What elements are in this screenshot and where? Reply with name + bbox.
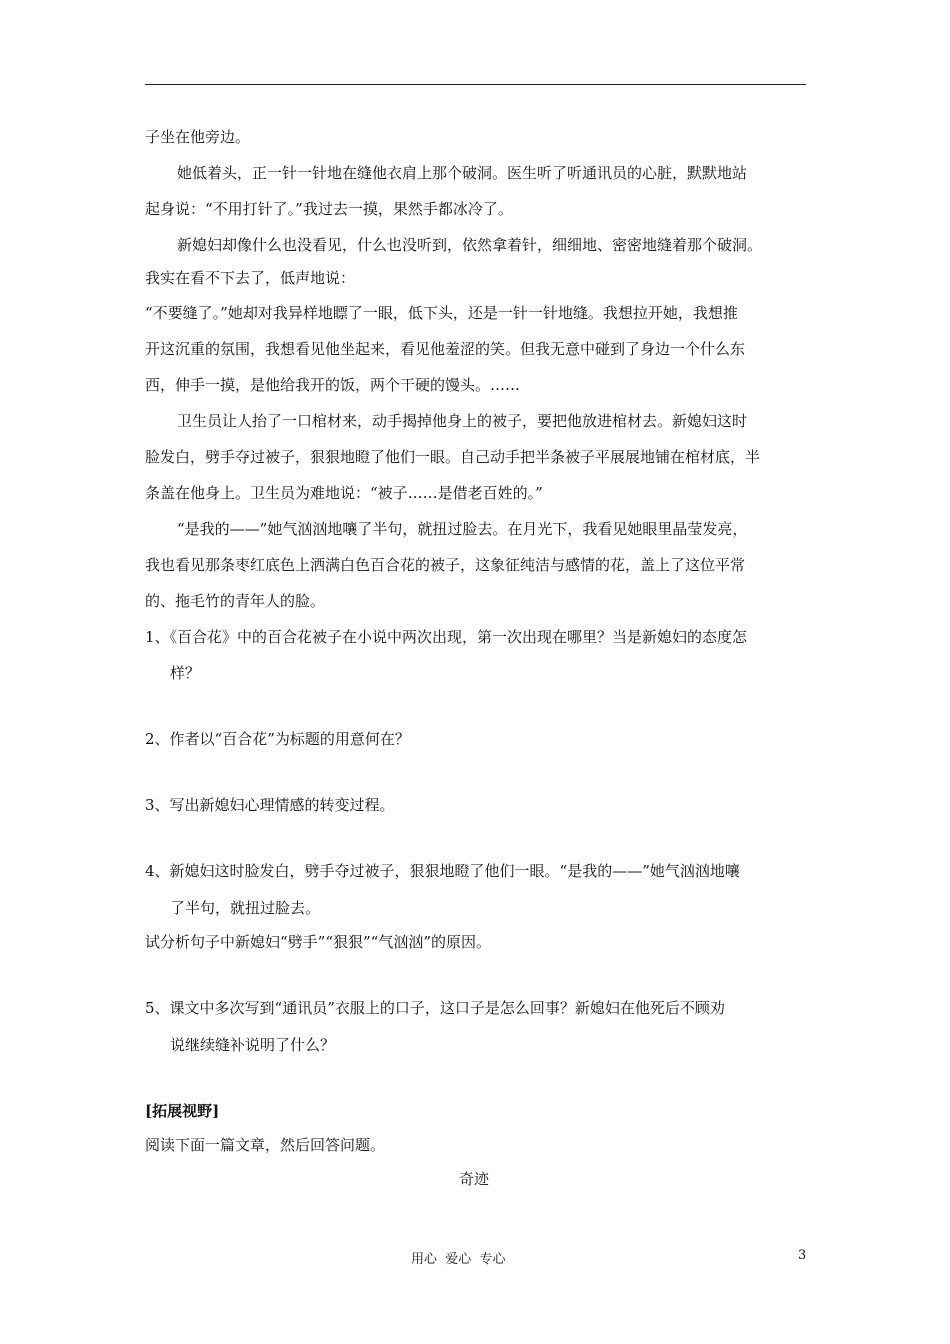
header-rule [145,84,806,85]
passage-line: 子坐在他旁边。 [145,128,251,146]
question-4: 4、新媳妇这时脸发白，劈手夺过被子，狠狠地瞪了他们一眼。“是我的——”她气汹汹地嚷 [145,862,740,880]
passage-line: 新媳妇却像什么也没看见，什么也没听到，依然拿着针，细细地、密密地缝着那个破洞。 [177,236,763,254]
question-5: 5、课文中多次写到“通讯员”衣服上的口子，这口子是怎么回事？新媳妇在他死后不顾劝 [145,999,725,1017]
footer-motto: 用心 爱心 专心 [411,1252,506,1267]
passage-line: 西，伸手一摸，是他给我开的饭，两个干硬的馒头。…… [145,376,521,394]
passage-line: “不要缝了。”她却对我异样地瞟了一眼，低下头，还是一针一针地缝。我想拉开她，我想推 [145,304,738,322]
question-5-continued: 说继续缝补说明了什么？ [170,1036,336,1054]
question-1-continued: 样？ [170,664,201,682]
page-number: 3 [798,1248,807,1263]
passage-line: 条盖在他身上。卫生员为难地说：“被子……是借老百姓的。” [145,484,543,502]
passage-line: 起身说：“不用打针了。”我过去一摸，果然手都冰冷了。 [145,200,513,218]
passage-line: 卫生员让人抬了一口棺材来，动手揭掉他身上的被子，要把他放进棺材去。新媳妇这时 [177,412,748,430]
passage-line: “是我的——”她气汹汹地嚷了半句，就扭过脸去。在月光下，我看见她眼里晶莹发亮， [177,520,748,538]
question-4-prompt: 试分析句子中新媳妇“劈手”“狠狠”“气汹汹”的原因。 [145,933,492,951]
article-title: 奇迹 [459,1170,490,1188]
passage-line: 的、拖毛竹的青年人的脸。 [145,592,326,610]
passage-line: 我也看见那条枣红底色上洒满白色百合花的被子，这象征纯洁与感情的花，盖上了这位平常 [145,556,746,574]
question-1: 1、《百合花》中的百合花被子在小说中两次出现，第一次出现在哪里？当是新媳妇的态度怎 [145,628,748,646]
extension-instruction: 阅读下面一篇文章，然后回答问题。 [145,1136,386,1154]
passage-line: 我实在看不下去了，低声地说： [145,269,356,287]
passage-line: 开这沉重的氛围，我想看见他坐起来，看见他羞涩的笑。但我无意中碰到了身边一个什么东 [145,340,746,358]
passage-line: 脸发白，劈手夺过被子，狠狠地瞪了他们一眼。自己动手把半条被子平展展地铺在棺材底，半 [145,448,761,466]
question-4-continued: 了半句，就扭过脸去。 [170,899,321,917]
question-3: 3、写出新媳妇心理情感的转变过程。 [145,796,395,814]
passage-line: 她低着头，正一针一针地在缝他衣肩上那个破洞。医生听了听通讯员的心脏，默默地站 [177,164,748,182]
extension-heading: [拓展视野] [145,1102,220,1120]
question-2: 2、作者以“百合花”为标题的用意何在？ [145,730,410,748]
